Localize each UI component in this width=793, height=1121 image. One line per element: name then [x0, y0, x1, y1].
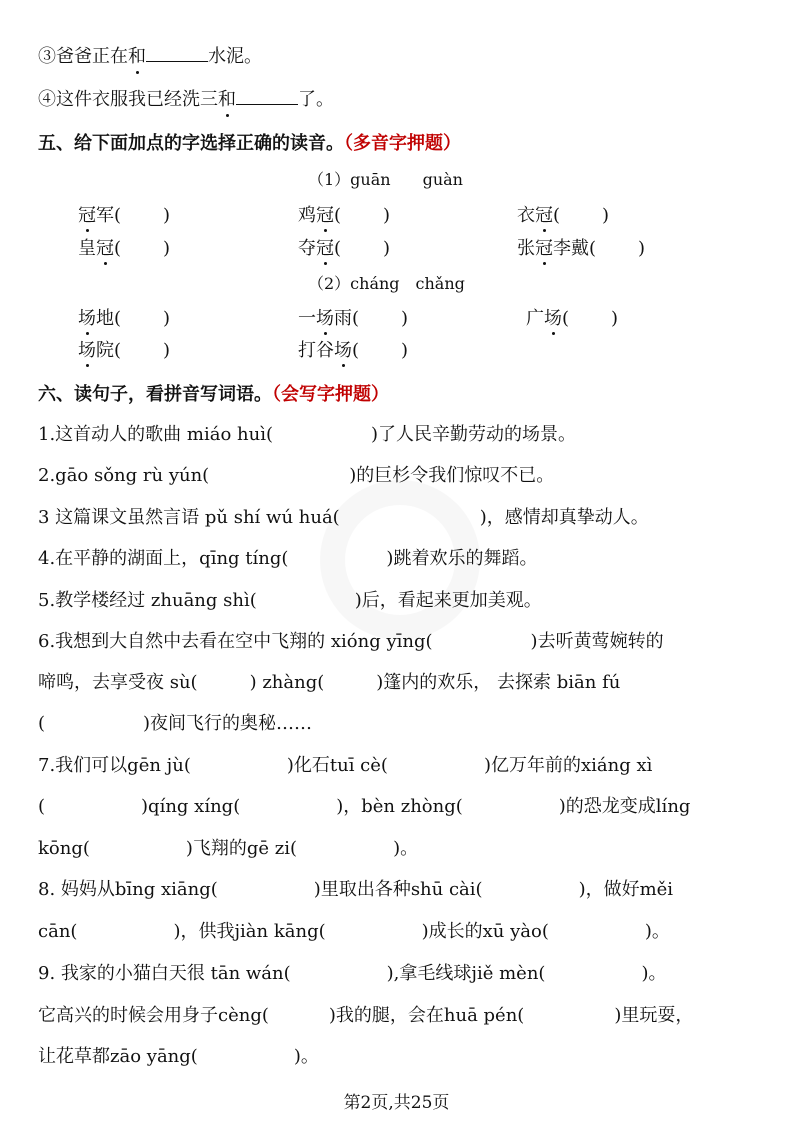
polyphone-item[interactable]: 张冠李戴( ) [517, 234, 645, 260]
sentence-line: 4.在平静的湖面上，qīng tíng( )跳着欢乐的舞蹈。 [38, 548, 538, 569]
sentence-line: kōng( )飞翔的gē zi( )。 [38, 838, 419, 859]
polyphone-item[interactable]: 广场( ) [526, 304, 618, 330]
sentence-line: cān( )，供我jiàn kāng( )成长的xū yào( )。 [38, 921, 670, 942]
sentence-line: 8. 妈妈从bīng xiāng( )里取出各种shū cài( )，做好měi [38, 879, 674, 900]
polyphone-item[interactable]: 场地( ) [78, 304, 170, 330]
sentence-line: 2.gāo sǒng rù yún( )的巨杉令我们惊叹不已。 [38, 465, 555, 486]
sentence-line: 它高兴的时候会用身子cèng( )我的腿，会在huā pén( )里玩耍， [38, 1005, 694, 1026]
answer-blank[interactable] [236, 86, 298, 105]
pinyin-options-2: （2）cháng chǎng [308, 274, 465, 293]
page-number: 第2页,共25页 [343, 1093, 450, 1113]
pinyin-options-1: （1）guān guàn [308, 170, 463, 189]
s4-line-3: ③爸爸正在和 水泥。 [38, 43, 262, 69]
sentence-line: 啼鸣，去享受夜 sù( ) zhàng( )篷内的欢乐， 去探索 biān fú [38, 672, 621, 693]
polyphone-item[interactable]: 场院( ) [78, 336, 170, 362]
sentence-line: ( )qíng xíng( )，bèn zhòng( )的恐龙变成líng [38, 796, 691, 817]
sentence-line: 9. 我家的小猫白天很 tān wán( ),拿毛线球jiě mèn( )。 [38, 963, 667, 984]
polyphone-item[interactable]: 夺冠( ) [298, 234, 390, 260]
polyphone-item[interactable]: 冠军( ) [78, 201, 170, 227]
polyphone-item[interactable]: 一场雨( ) [298, 304, 408, 330]
section-6-heading: 六、读句子，看拼音写词语。（会写字押题） [38, 384, 389, 405]
polyphone-item[interactable]: 皇冠( ) [78, 234, 170, 260]
sentence-line: 6.我想到大自然中去看在空中飞翔的 xióng yīng( )去听黄莺婉转的 [38, 631, 664, 652]
section-5-heading: 五、给下面加点的字选择正确的读音。（多音字押题） [38, 133, 461, 154]
polyphone-item[interactable]: 衣冠( ) [517, 201, 609, 227]
sentence-line: 5.教学楼经过 zhuāng shì( )后，看起来更加美观。 [38, 590, 542, 611]
answer-blank[interactable] [146, 43, 208, 62]
polyphone-item[interactable]: 打谷场( ) [298, 336, 408, 362]
sentence-line: 1.这首动人的歌曲 miáo huì( )了人民辛勤劳动的场景。 [38, 424, 577, 445]
sentence-line: 7.我们可以gēn jù( )化石tuī cè( )亿万年前的xiáng xì [38, 755, 653, 776]
sentence-line: 3 这篇课文虽然言语 pǔ shí wú huá( )，感情却真挚动人。 [38, 507, 649, 528]
sentence-line: 让花草都zāo yāng( )。 [38, 1046, 319, 1067]
sentence-line: ( )夜间飞行的奥秘…… [38, 713, 313, 734]
s4-line-4: ④这件衣服我已经洗三和 了。 [38, 86, 334, 112]
polyphone-item[interactable]: 鸡冠( ) [298, 201, 390, 227]
